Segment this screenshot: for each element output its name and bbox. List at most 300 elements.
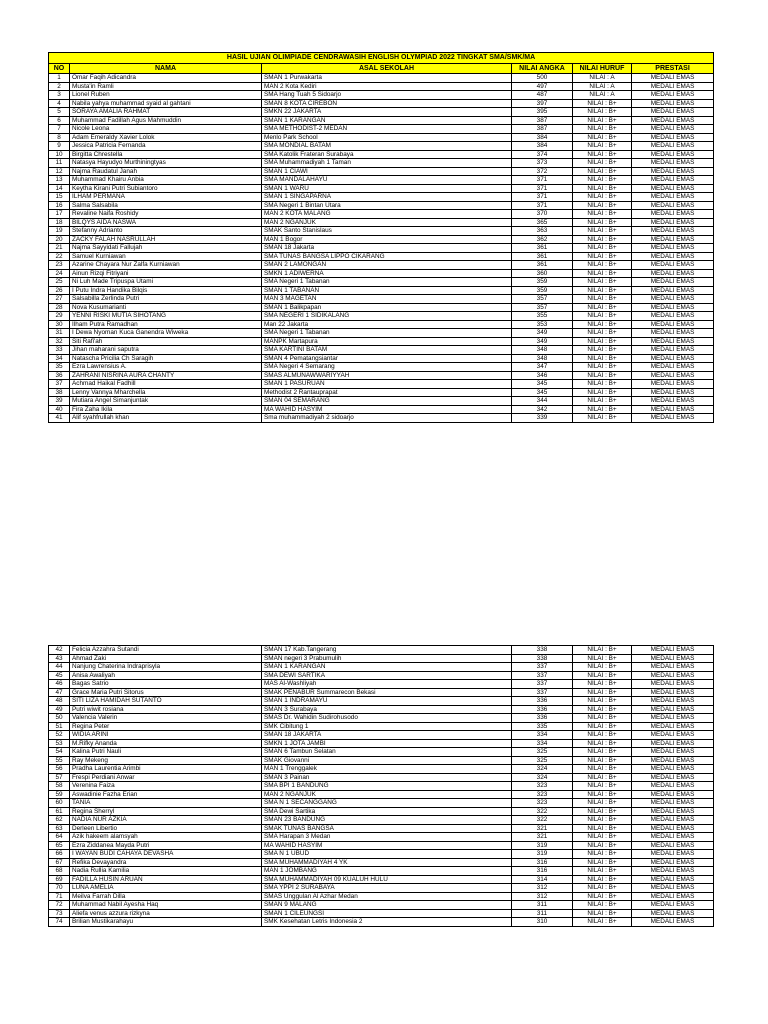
cell-nilai-huruf: NILAI : B+ — [573, 116, 632, 125]
cell-nama: Ainun Rizqi Fitriyani — [70, 269, 262, 278]
cell-prestasi: MEDALI EMAS — [632, 74, 714, 83]
cell-nilai-angka: 339 — [512, 414, 573, 423]
cell-nilai-huruf: NILAI : B+ — [573, 159, 632, 168]
cell-prestasi: MEDALI EMAS — [632, 773, 714, 782]
cell-nilai-angka: 500 — [512, 74, 573, 83]
cell-prestasi: MEDALI EMAS — [632, 739, 714, 748]
cell-nilai-huruf: NILAI : B+ — [573, 697, 632, 706]
cell-asal-sekolah: SMAN 4 Pematangsiantar — [262, 354, 512, 363]
cell-nama: Ilham Putra Ramadhan — [70, 320, 262, 329]
cell-nilai-huruf: NILAI : B+ — [573, 646, 632, 655]
cell-prestasi: MEDALI EMAS — [632, 218, 714, 227]
cell-asal-sekolah: SMAN 2 LAMONGAN — [262, 261, 512, 270]
cell-nama: FADILLA HUSIN ARUAN — [70, 875, 262, 884]
cell-asal-sekolah: SMAN 18 Jakarta — [262, 244, 512, 253]
cell-asal-sekolah: SMAN 1 WARU — [262, 184, 512, 193]
cell-nilai-huruf: NILAI : B+ — [573, 235, 632, 244]
table-row — [49, 867, 714, 876]
cell-nama: Fira Zaha Ikila — [70, 405, 262, 414]
cell-prestasi: MEDALI EMAS — [632, 790, 714, 799]
table-row — [49, 841, 714, 850]
table-row — [49, 235, 714, 244]
table-row — [49, 739, 714, 748]
table-row — [49, 125, 714, 134]
cell-asal-sekolah: SMAN negeri 3 Prabumulih — [262, 654, 512, 663]
cell-nilai-huruf: NILAI : B+ — [573, 99, 632, 108]
cell-prestasi: MEDALI EMAS — [632, 405, 714, 414]
cell-no: 20 — [49, 235, 70, 244]
cell-nilai-angka: 355 — [512, 312, 573, 321]
cell-no: 71 — [49, 892, 70, 901]
cell-nilai-angka: 324 — [512, 773, 573, 782]
cell-prestasi: MEDALI EMAS — [632, 235, 714, 244]
cell-nilai-angka: 346 — [512, 371, 573, 380]
cell-no: 46 — [49, 680, 70, 689]
cell-nama: I Putu Indra Handika Bilqis — [70, 286, 262, 295]
cell-no: 26 — [49, 286, 70, 295]
cell-nilai-angka: 361 — [512, 244, 573, 253]
cell-prestasi: MEDALI EMAS — [632, 380, 714, 389]
cell-no: 6 — [49, 116, 70, 125]
table-row — [49, 705, 714, 714]
cell-no: 67 — [49, 858, 70, 867]
cell-no: 35 — [49, 363, 70, 372]
cell-asal-sekolah: MA WAHID HASYIM — [262, 841, 512, 850]
cell-no: 2 — [49, 82, 70, 91]
cell-asal-sekolah: SMAN 1 PASURUAN — [262, 380, 512, 389]
cell-nilai-huruf: NILAI : B+ — [573, 142, 632, 151]
cell-asal-sekolah: MAN 3 MAGETAN — [262, 295, 512, 304]
results-table-page-1 — [48, 52, 714, 423]
cell-prestasi: MEDALI EMAS — [632, 99, 714, 108]
cell-nama: Regina Sherryl — [70, 807, 262, 816]
cell-nilai-huruf: NILAI : B+ — [573, 824, 632, 833]
cell-nilai-angka: 325 — [512, 756, 573, 765]
table-row — [49, 816, 714, 825]
cell-no: 32 — [49, 337, 70, 346]
cell-no: 30 — [49, 320, 70, 329]
cell-prestasi: MEDALI EMAS — [632, 261, 714, 270]
table-row — [49, 354, 714, 363]
cell-nama: Adam Emeraldy Xavier Lolok — [70, 133, 262, 142]
cell-nama: Siti Rafi'ah — [70, 337, 262, 346]
cell-prestasi: MEDALI EMAS — [632, 108, 714, 117]
cell-no: 33 — [49, 346, 70, 355]
cell-asal-sekolah: SMAN 1 CILEUNGSI — [262, 909, 512, 918]
cell-no: 37 — [49, 380, 70, 389]
cell-nilai-huruf: NILAI : B+ — [573, 150, 632, 159]
cell-asal-sekolah: SMAK Santo Stanislaus — [262, 227, 512, 236]
cell-nama: Ezra Lawrensius A. — [70, 363, 262, 372]
cell-nama: Kalina Putri Nauli — [70, 748, 262, 757]
cell-nilai-angka: 323 — [512, 782, 573, 791]
cell-nilai-huruf: NILAI : B+ — [573, 167, 632, 176]
col-header-asal-sekolah: ASAL SEKOLAH — [262, 64, 512, 74]
cell-nama: Achmad Haikal Fadhill — [70, 380, 262, 389]
cell-asal-sekolah: SMKN 22 JAKARTA — [262, 108, 512, 117]
cell-prestasi: MEDALI EMAS — [632, 850, 714, 859]
cell-nama: Lionel Ruben — [70, 91, 262, 100]
table-row — [49, 108, 714, 117]
cell-nilai-huruf: NILAI : B+ — [573, 671, 632, 680]
cell-prestasi: MEDALI EMAS — [632, 176, 714, 185]
cell-prestasi: MEDALI EMAS — [632, 722, 714, 731]
table-row — [49, 884, 714, 893]
cell-prestasi: MEDALI EMAS — [632, 320, 714, 329]
cell-nama: Salsabilla Zerlinda Putri — [70, 295, 262, 304]
cell-prestasi: MEDALI EMAS — [632, 337, 714, 346]
cell-asal-sekolah: Sma muhammadiyah 2 sidoarjo — [262, 414, 512, 423]
cell-asal-sekolah: SMK Cibitung 1 — [262, 722, 512, 731]
cell-prestasi: MEDALI EMAS — [632, 269, 714, 278]
cell-nilai-angka: 384 — [512, 133, 573, 142]
cell-nilai-angka: 387 — [512, 116, 573, 125]
table-body-page-1 — [49, 74, 714, 423]
cell-nilai-huruf: NILAI : B+ — [573, 295, 632, 304]
cell-prestasi: MEDALI EMAS — [632, 892, 714, 901]
cell-no: 11 — [49, 159, 70, 168]
table-row — [49, 99, 714, 108]
cell-nama: I Dewa Nyoman Kuca Ganendra Wiweka — [70, 329, 262, 338]
cell-nilai-huruf: NILAI : B+ — [573, 252, 632, 261]
col-header-prestasi: PRESTASI — [632, 64, 714, 74]
cell-asal-sekolah: SMA N 1 SECANGGANG — [262, 799, 512, 808]
cell-prestasi: MEDALI EMAS — [632, 841, 714, 850]
cell-nama: Nanjung Chaterina Indraprisyla — [70, 663, 262, 672]
cell-nilai-huruf: NILAI : B+ — [573, 833, 632, 842]
cell-asal-sekolah: SMA MUHAMMADIYAH 4 YK — [262, 858, 512, 867]
table-row — [49, 765, 714, 774]
cell-nama: NADIA NUR AZKIA — [70, 816, 262, 825]
col-header-nilai-huruf: NILAI HURUF — [573, 64, 632, 74]
table-title: HASIL UJIAN OLIMPIADE CENDRAWASIH ENGLISH OLYMPIAD 2022 TINGKAT SMA/SMK/MA — [49, 53, 714, 64]
table-row — [49, 133, 714, 142]
cell-prestasi: MEDALI EMAS — [632, 705, 714, 714]
cell-no: 1 — [49, 74, 70, 83]
table-row — [49, 82, 714, 91]
cell-asal-sekolah: Man 22 Jakarta — [262, 320, 512, 329]
cell-asal-sekolah: SMAS Unggulan Al Azhar Medan — [262, 892, 512, 901]
table-row — [49, 295, 714, 304]
table-body-page-2 — [49, 646, 714, 927]
table-row — [49, 671, 714, 680]
cell-nilai-angka: 397 — [512, 99, 573, 108]
table-row — [49, 303, 714, 312]
cell-no: 44 — [49, 663, 70, 672]
cell-nilai-angka: 323 — [512, 790, 573, 799]
cell-nilai-angka: 349 — [512, 337, 573, 346]
cell-prestasi: MEDALI EMAS — [632, 782, 714, 791]
cell-no: 14 — [49, 184, 70, 193]
cell-nilai-huruf: NILAI : B+ — [573, 346, 632, 355]
cell-prestasi: MEDALI EMAS — [632, 312, 714, 321]
cell-no: 39 — [49, 397, 70, 406]
cell-nama: WIDIA ARINI — [70, 731, 262, 740]
cell-nilai-huruf: NILAI : B+ — [573, 884, 632, 893]
cell-asal-sekolah: SMAN 04 SEMARANG — [262, 397, 512, 406]
cell-nama: LUNA AMELIA — [70, 884, 262, 893]
cell-prestasi: MEDALI EMAS — [632, 688, 714, 697]
cell-nilai-huruf: NILAI : B+ — [573, 680, 632, 689]
cell-nama: Anisa Awaliyah — [70, 671, 262, 680]
cell-prestasi: MEDALI EMAS — [632, 193, 714, 202]
cell-no: 73 — [49, 909, 70, 918]
table-row — [49, 790, 714, 799]
cell-nilai-huruf: NILAI : B+ — [573, 269, 632, 278]
cell-asal-sekolah: SMA METHODIST-2 MEDAN — [262, 125, 512, 134]
cell-asal-sekolah: SMAN 1 INDRAMAYU — [262, 697, 512, 706]
cell-prestasi: MEDALI EMAS — [632, 833, 714, 842]
table-title-row — [49, 53, 714, 64]
cell-no: 21 — [49, 244, 70, 253]
table-row — [49, 380, 714, 389]
cell-nilai-angka: 312 — [512, 884, 573, 893]
cell-nilai-huruf: NILAI : B+ — [573, 875, 632, 884]
cell-asal-sekolah: MAN 2 NGANJUK — [262, 218, 512, 227]
cell-nilai-huruf: NILAI : B+ — [573, 705, 632, 714]
cell-no: 48 — [49, 697, 70, 706]
cell-no: 65 — [49, 841, 70, 850]
table-row — [49, 858, 714, 867]
table-row — [49, 731, 714, 740]
cell-nilai-huruf: NILAI : B+ — [573, 688, 632, 697]
cell-asal-sekolah: SMKN 1 JOTA JAMBI — [262, 739, 512, 748]
table-row — [49, 346, 714, 355]
cell-nilai-huruf: NILAI : B+ — [573, 303, 632, 312]
cell-nama: Bagas Satrio — [70, 680, 262, 689]
cell-nilai-angka: 371 — [512, 193, 573, 202]
cell-nilai-angka: 311 — [512, 909, 573, 918]
cell-nama: BILQYS AIDA NASWA — [70, 218, 262, 227]
cell-prestasi: MEDALI EMAS — [632, 884, 714, 893]
cell-prestasi: MEDALI EMAS — [632, 91, 714, 100]
cell-prestasi: MEDALI EMAS — [632, 765, 714, 774]
table-row — [49, 722, 714, 731]
cell-prestasi: MEDALI EMAS — [632, 210, 714, 219]
cell-asal-sekolah: SMA Negeri 4 Semarang — [262, 363, 512, 372]
col-header-no: NO — [49, 64, 70, 74]
cell-nilai-huruf: NILAI : B+ — [573, 901, 632, 910]
cell-no: 51 — [49, 722, 70, 731]
table-row — [49, 91, 714, 100]
table-row — [49, 833, 714, 842]
cell-asal-sekolah: SMA Negeri 1 Bintan Utara — [262, 201, 512, 210]
cell-nama: Birgitta Chrestella — [70, 150, 262, 159]
cell-nilai-huruf: NILAI : B+ — [573, 799, 632, 808]
cell-nama: Aliefa venus azzura rizkyna — [70, 909, 262, 918]
table-row — [49, 371, 714, 380]
cell-prestasi: MEDALI EMAS — [632, 278, 714, 287]
cell-nilai-huruf: NILAI : B+ — [573, 312, 632, 321]
cell-nama: Muhammad Nabil Ayesha Haq — [70, 901, 262, 910]
cell-nama: Jessica Patricia Fernanda — [70, 142, 262, 151]
cell-no: 34 — [49, 354, 70, 363]
cell-nama: Felicia Azzahra Sutandi — [70, 646, 262, 655]
cell-nilai-huruf: NILAI : B+ — [573, 731, 632, 740]
table-row — [49, 663, 714, 672]
cell-nilai-huruf: NILAI : B+ — [573, 371, 632, 380]
table-row — [49, 74, 714, 83]
table-row — [49, 278, 714, 287]
cell-nilai-angka: 324 — [512, 765, 573, 774]
cell-nama: ZAHRANI NISRINA AURA CHANTY — [70, 371, 262, 380]
table-row — [49, 824, 714, 833]
cell-prestasi: MEDALI EMAS — [632, 680, 714, 689]
cell-prestasi: MEDALI EMAS — [632, 867, 714, 876]
cell-no: 16 — [49, 201, 70, 210]
cell-asal-sekolah: SMA MANDALAHAYU — [262, 176, 512, 185]
cell-asal-sekolah: SMA DEWI SARTIKA — [262, 671, 512, 680]
cell-prestasi: MEDALI EMAS — [632, 807, 714, 816]
cell-nilai-angka: 336 — [512, 705, 573, 714]
cell-nilai-angka: 345 — [512, 388, 573, 397]
cell-nama: Natasya Hayudyo Murthiningtyas — [70, 159, 262, 168]
cell-nama: Musta'in Ramli — [70, 82, 262, 91]
cell-nama: Nadia Rullia Kamilia — [70, 867, 262, 876]
cell-nama: Regina Peter — [70, 722, 262, 731]
table-row — [49, 654, 714, 663]
cell-nilai-huruf: NILAI : B+ — [573, 867, 632, 876]
cell-nilai-huruf: NILAI : B+ — [573, 354, 632, 363]
cell-prestasi: MEDALI EMAS — [632, 714, 714, 723]
cell-prestasi: MEDALI EMAS — [632, 756, 714, 765]
cell-asal-sekolah: SMAS ALMUNAWWARIYYAH — [262, 371, 512, 380]
cell-asal-sekolah: SMAN 1 CIAWI — [262, 167, 512, 176]
cell-no: 9 — [49, 142, 70, 151]
cell-no: 55 — [49, 756, 70, 765]
cell-asal-sekolah: SMAN 1 Balikpapan — [262, 303, 512, 312]
cell-nilai-angka: 360 — [512, 269, 573, 278]
cell-prestasi: MEDALI EMAS — [632, 286, 714, 295]
cell-asal-sekolah: Methodist 2 Rantauprapat — [262, 388, 512, 397]
cell-asal-sekolah: MAN 1 Trenggalek — [262, 765, 512, 774]
cell-asal-sekolah: MA WAHID HASYIM — [262, 405, 512, 414]
cell-prestasi: MEDALI EMAS — [632, 159, 714, 168]
table-row — [49, 116, 714, 125]
cell-nilai-angka: 316 — [512, 867, 573, 876]
cell-nama: Pradha Laurentia Arimbi — [70, 765, 262, 774]
cell-nama: Jihan maharani saputra — [70, 346, 262, 355]
cell-nilai-huruf: NILAI : B+ — [573, 210, 632, 219]
table-row — [49, 714, 714, 723]
cell-no: 54 — [49, 748, 70, 757]
cell-nilai-angka: 371 — [512, 176, 573, 185]
table-row — [49, 167, 714, 176]
table-row — [49, 782, 714, 791]
cell-nilai-angka: 321 — [512, 824, 573, 833]
cell-nilai-angka: 323 — [512, 799, 573, 808]
cell-nama: Muhammad Fadillah Agus Mahmuddin — [70, 116, 262, 125]
cell-nilai-huruf: NILAI : B+ — [573, 193, 632, 202]
cell-no: 69 — [49, 875, 70, 884]
cell-nilai-angka: 363 — [512, 227, 573, 236]
table-row — [49, 414, 714, 423]
table-row — [49, 286, 714, 295]
cell-prestasi: MEDALI EMAS — [632, 663, 714, 672]
cell-no: 57 — [49, 773, 70, 782]
cell-nilai-angka: 359 — [512, 286, 573, 295]
cell-prestasi: MEDALI EMAS — [632, 167, 714, 176]
table-row — [49, 807, 714, 816]
cell-prestasi: MEDALI EMAS — [632, 909, 714, 918]
cell-no: 10 — [49, 150, 70, 159]
cell-asal-sekolah: SMAN 1 TABANAN — [262, 286, 512, 295]
cell-nama: Ezra Ziddanea Mayda Putri — [70, 841, 262, 850]
cell-no: 23 — [49, 261, 70, 270]
table-row — [49, 892, 714, 901]
table-row — [49, 201, 714, 210]
table-row — [49, 312, 714, 321]
cell-nilai-huruf: NILAI : B+ — [573, 782, 632, 791]
cell-asal-sekolah: SMAN 1 KARANGAN — [262, 116, 512, 125]
cell-no: 13 — [49, 176, 70, 185]
cell-asal-sekolah: SMAS Dr. Wahidin Sudirohusodo — [262, 714, 512, 723]
table-row — [49, 150, 714, 159]
cell-asal-sekolah: SMA TUNAS BANGSA LIPPO CIKARANG — [262, 252, 512, 261]
cell-nilai-angka: 365 — [512, 218, 573, 227]
table-row — [49, 850, 714, 859]
cell-no: 4 — [49, 99, 70, 108]
cell-prestasi: MEDALI EMAS — [632, 125, 714, 134]
cell-asal-sekolah: MAS Al-Washliyah — [262, 680, 512, 689]
table-row — [49, 227, 714, 236]
cell-nilai-huruf: NILAI : B+ — [573, 261, 632, 270]
cell-nama: I WAYAN BUDI CAHAYA DEVASHA — [70, 850, 262, 859]
cell-nilai-huruf: NILAI : B+ — [573, 722, 632, 731]
cell-asal-sekolah: SMA Negeri 1 Tabanan — [262, 329, 512, 338]
cell-prestasi: MEDALI EMAS — [632, 731, 714, 740]
col-header-nilai-angka: NILAI ANGKA — [512, 64, 573, 74]
cell-nama: Keytha Kirani Putri Subiantoro — [70, 184, 262, 193]
cell-no: 60 — [49, 799, 70, 808]
cell-no: 22 — [49, 252, 70, 261]
table-row — [49, 218, 714, 227]
cell-nama: Revaline Naifa Roshidy — [70, 210, 262, 219]
cell-asal-sekolah: SMA BPI 1 BANDUNG — [262, 782, 512, 791]
cell-asal-sekolah: SMK Kesehatan Letris Indonesia 2 — [262, 918, 512, 927]
cell-prestasi: MEDALI EMAS — [632, 295, 714, 304]
cell-asal-sekolah: SMAN 8 KOTA CIREBON — [262, 99, 512, 108]
cell-nilai-huruf: NILAI : B+ — [573, 278, 632, 287]
table-row — [49, 646, 714, 655]
cell-nilai-angka: 321 — [512, 833, 573, 842]
cell-no: 5 — [49, 108, 70, 117]
cell-no: 45 — [49, 671, 70, 680]
table-row — [49, 875, 714, 884]
cell-nilai-angka: 335 — [512, 722, 573, 731]
cell-no: 53 — [49, 739, 70, 748]
cell-prestasi: MEDALI EMAS — [632, 116, 714, 125]
cell-nama: Ray Mekeng — [70, 756, 262, 765]
cell-asal-sekolah: SMAN 17 Kab.Tangerang — [262, 646, 512, 655]
cell-prestasi: MEDALI EMAS — [632, 150, 714, 159]
cell-asal-sekolah: SMAN 3 Painan — [262, 773, 512, 782]
cell-nilai-huruf: NILAI : B+ — [573, 841, 632, 850]
cell-nama: M.Rifky Ananda — [70, 739, 262, 748]
cell-nilai-angka: 334 — [512, 731, 573, 740]
cell-nilai-angka: 319 — [512, 841, 573, 850]
table-row — [49, 388, 714, 397]
cell-prestasi: MEDALI EMAS — [632, 363, 714, 372]
table-row — [49, 269, 714, 278]
cell-no: 27 — [49, 295, 70, 304]
cell-nilai-angka: 353 — [512, 320, 573, 329]
cell-nama: Samuel Kurniawan — [70, 252, 262, 261]
cell-nilai-huruf: NILAI : A — [573, 74, 632, 83]
cell-asal-sekolah: SMA N 1 UBUD — [262, 850, 512, 859]
cell-asal-sekolah: SMAN 1 SINGAPARNA — [262, 193, 512, 202]
cell-nilai-angka: 347 — [512, 363, 573, 372]
